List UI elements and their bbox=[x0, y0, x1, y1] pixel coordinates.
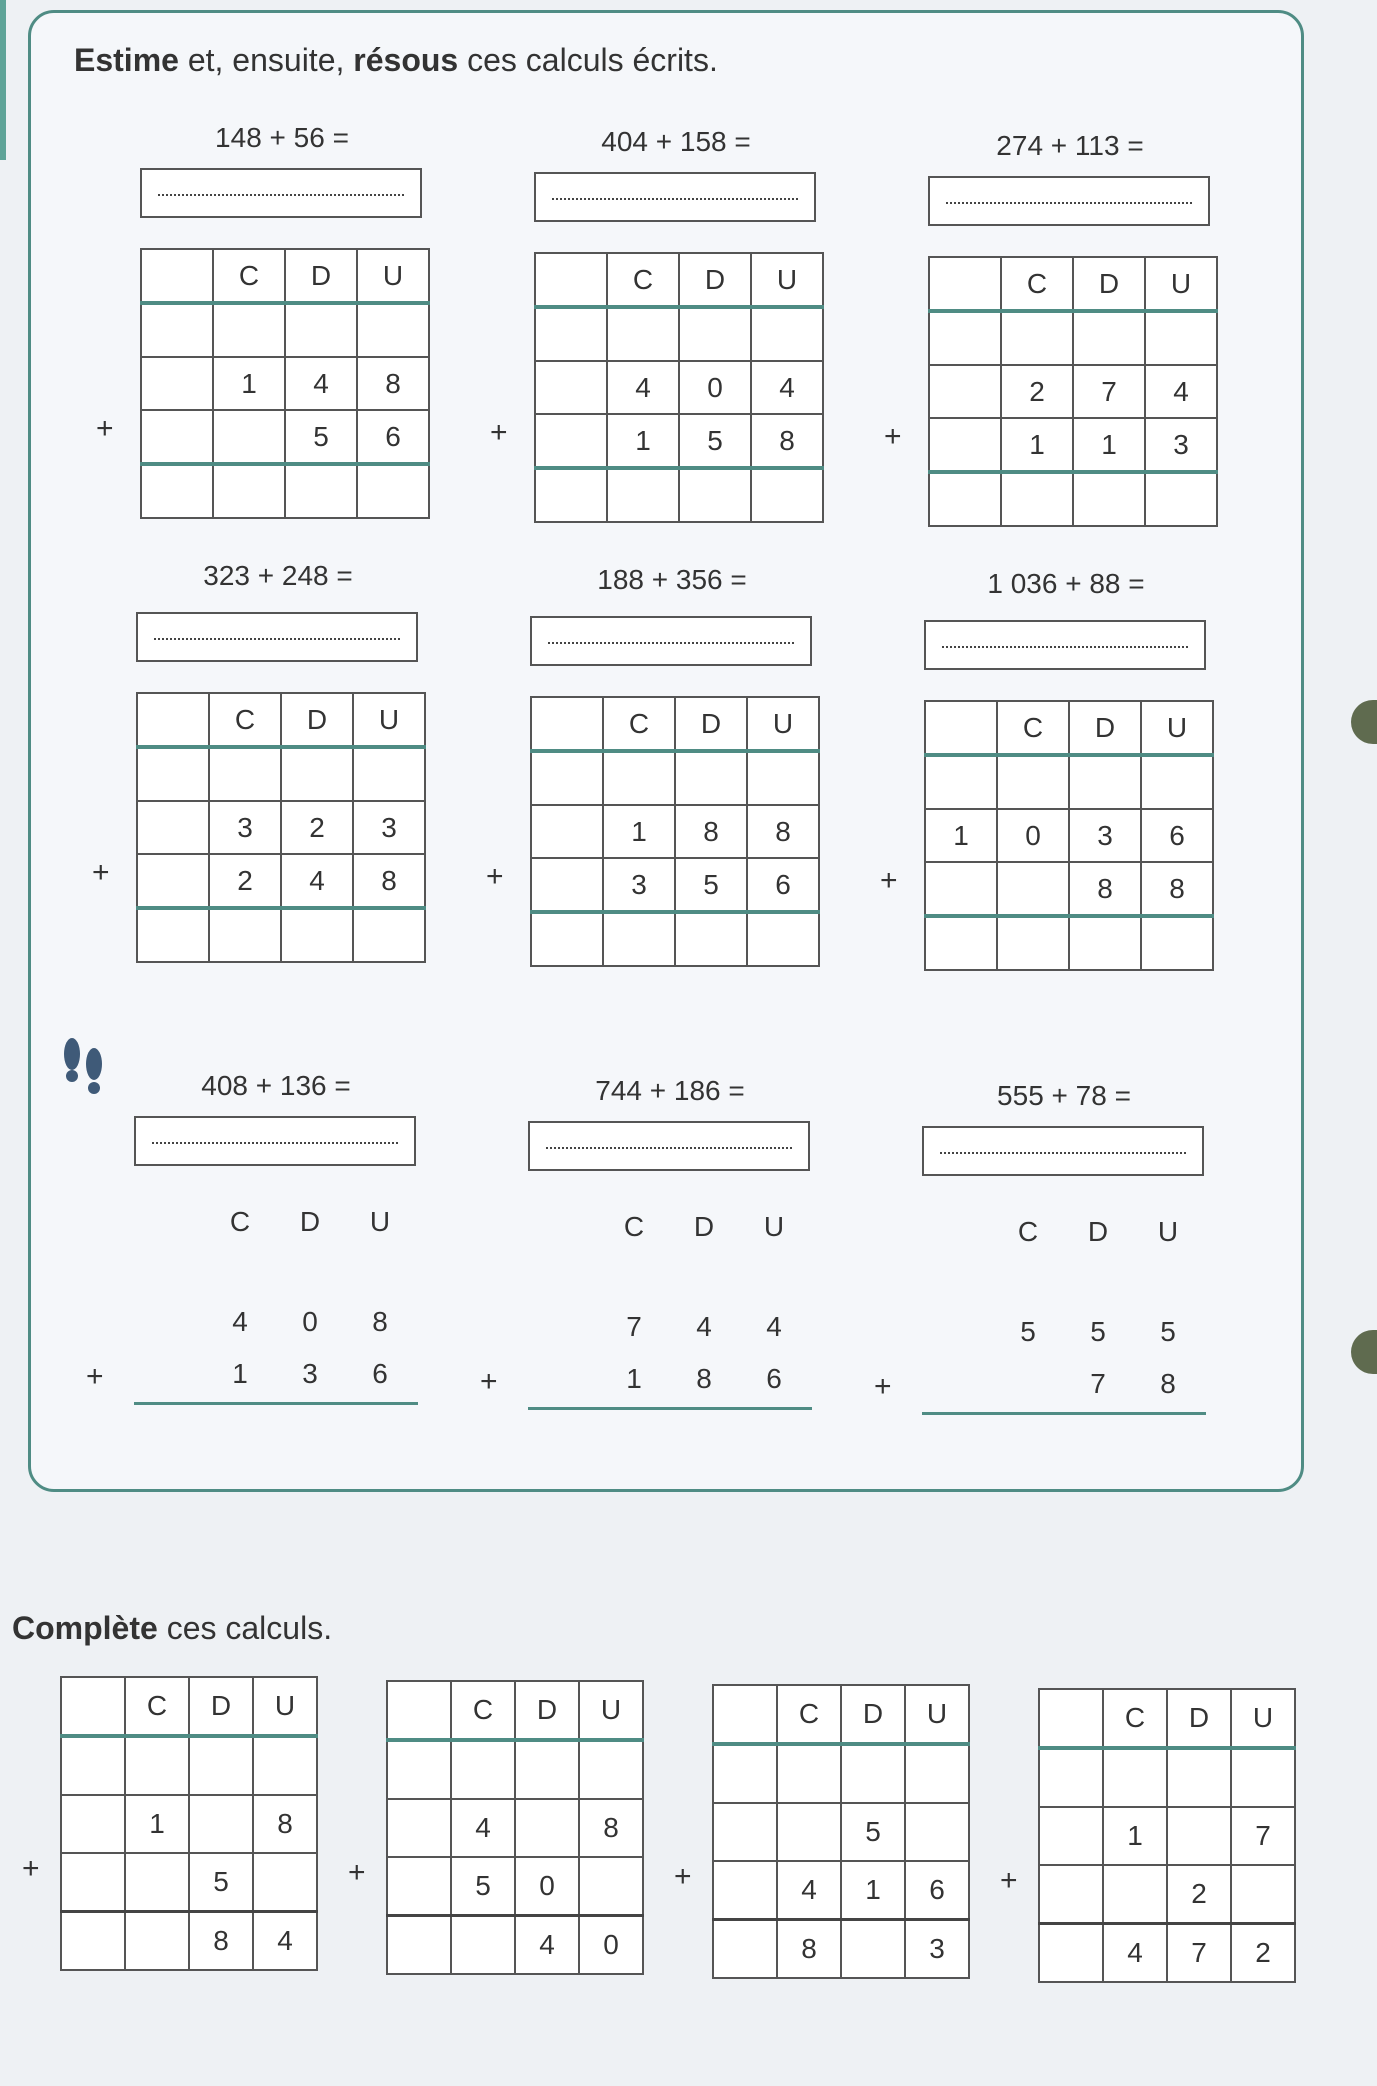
result-cell[interactable] bbox=[281, 908, 353, 962]
cdu-grid bbox=[60, 1676, 318, 1971]
estimate-answer-box[interactable] bbox=[136, 612, 418, 662]
answer-area[interactable] bbox=[922, 1416, 1206, 1456]
digit-row bbox=[528, 1363, 812, 1403]
column-header: U bbox=[747, 697, 819, 751]
digit-cell[interactable] bbox=[1145, 311, 1217, 365]
equation-label: 1 036 + 88 = bbox=[987, 568, 1145, 599]
column-header bbox=[535, 253, 607, 307]
cdu-grid bbox=[928, 256, 1218, 527]
digit-cell[interactable] bbox=[713, 1744, 777, 1803]
dotted-line bbox=[546, 1147, 792, 1149]
digit-cell[interactable] bbox=[353, 747, 425, 801]
result-cell[interactable]: 2 bbox=[1231, 1924, 1295, 1983]
digit-cell[interactable] bbox=[125, 1736, 189, 1795]
digit-cell: 8 bbox=[1069, 862, 1141, 916]
dotted-line bbox=[152, 1142, 398, 1144]
digit-cell[interactable] bbox=[387, 1740, 451, 1799]
column-header: D bbox=[189, 1677, 253, 1736]
digit-cell: 3 bbox=[209, 801, 281, 854]
digit-cell[interactable] bbox=[515, 1799, 579, 1857]
digit-cell: 3 bbox=[603, 858, 675, 912]
digit: 6 bbox=[766, 1363, 782, 1394]
plus-sign: + bbox=[874, 1370, 892, 1403]
result-cell[interactable] bbox=[209, 908, 281, 962]
result-cell[interactable] bbox=[713, 1920, 777, 1979]
digit: 8 bbox=[372, 1306, 388, 1337]
result-cell[interactable] bbox=[61, 1912, 125, 1971]
digit: 1 bbox=[232, 1358, 248, 1389]
column-header bbox=[713, 1685, 777, 1744]
column-header: U bbox=[369, 1206, 391, 1237]
digit-cell[interactable] bbox=[387, 1799, 451, 1857]
column-header: C bbox=[603, 697, 675, 751]
column-header: D bbox=[1087, 1216, 1109, 1247]
dotted-line bbox=[552, 198, 798, 200]
digit-row bbox=[922, 1316, 1206, 1356]
digit-cell[interactable] bbox=[61, 1795, 125, 1853]
column-header: D bbox=[679, 253, 751, 307]
digit-cell[interactable] bbox=[675, 751, 747, 805]
digit-cell[interactable] bbox=[929, 418, 1001, 472]
footprints-icon bbox=[58, 1036, 110, 1102]
answer-area[interactable] bbox=[528, 1411, 812, 1451]
digit-cell[interactable] bbox=[451, 1740, 515, 1799]
result-cell[interactable]: 4 bbox=[515, 1916, 579, 1975]
digit-cell[interactable] bbox=[579, 1857, 643, 1916]
result-cell[interactable] bbox=[841, 1920, 905, 1979]
equation-label: 323 + 248 = bbox=[203, 560, 353, 591]
column-header: C bbox=[623, 1211, 645, 1242]
digit-cell[interactable] bbox=[713, 1803, 777, 1861]
result-cell[interactable] bbox=[1001, 472, 1073, 526]
dotted-line bbox=[942, 646, 1188, 648]
digit-cell[interactable] bbox=[285, 303, 357, 357]
digit-cell[interactable] bbox=[925, 862, 997, 916]
column-header: C bbox=[607, 253, 679, 307]
digit-cell[interactable] bbox=[253, 1853, 317, 1912]
answer-area[interactable] bbox=[134, 1406, 418, 1446]
digit-cell[interactable] bbox=[925, 755, 997, 809]
digit: 8 bbox=[1160, 1368, 1176, 1399]
digit-cell: 4 bbox=[777, 1861, 841, 1920]
digit-cell: 0 bbox=[679, 361, 751, 414]
result-cell[interactable] bbox=[751, 468, 823, 522]
column-header: D bbox=[285, 249, 357, 303]
digit-cell: 6 bbox=[1141, 809, 1213, 862]
result-cell[interactable]: 0 bbox=[579, 1916, 643, 1975]
digit-cell[interactable] bbox=[531, 805, 603, 858]
digit-cell: 2 bbox=[209, 854, 281, 908]
column-header: U bbox=[253, 1677, 317, 1736]
digit-cell[interactable] bbox=[137, 747, 209, 801]
digit-cell: 1 bbox=[1103, 1807, 1167, 1865]
result-cell[interactable] bbox=[213, 464, 285, 518]
digit-cell[interactable] bbox=[607, 307, 679, 361]
digit-cell[interactable] bbox=[535, 361, 607, 414]
column-header: C bbox=[777, 1685, 841, 1744]
column-header: D bbox=[299, 1206, 321, 1237]
digit-cell[interactable] bbox=[1039, 1865, 1103, 1924]
result-cell[interactable] bbox=[1073, 472, 1145, 526]
digit-cell: 1 bbox=[1001, 418, 1073, 472]
column-header: U bbox=[353, 693, 425, 747]
digit: 1 bbox=[626, 1363, 642, 1394]
digit-cell: 6 bbox=[747, 858, 819, 912]
estimate-answer-box[interactable] bbox=[928, 176, 1210, 226]
cdu-grid bbox=[136, 692, 426, 963]
digit: 4 bbox=[696, 1311, 712, 1342]
result-cell[interactable] bbox=[1141, 916, 1213, 970]
estimate-answer-box[interactable] bbox=[528, 1121, 810, 1171]
plus-sign: + bbox=[884, 420, 902, 453]
digit-cell[interactable] bbox=[1103, 1748, 1167, 1807]
digit-cell: 4 bbox=[1145, 365, 1217, 418]
digit-cell: 8 bbox=[751, 414, 823, 468]
result-cell[interactable]: 4 bbox=[1103, 1924, 1167, 1983]
estimate-answer-box[interactable] bbox=[534, 172, 816, 222]
column-header: C bbox=[213, 249, 285, 303]
digit-cell: 2 bbox=[1167, 1865, 1231, 1924]
digit-cell[interactable] bbox=[1039, 1807, 1103, 1865]
sum-line bbox=[134, 1402, 418, 1405]
column-header bbox=[925, 701, 997, 755]
result-cell[interactable] bbox=[925, 916, 997, 970]
column-header: C bbox=[209, 693, 281, 747]
digit-cell[interactable] bbox=[929, 311, 1001, 365]
digit-cell[interactable] bbox=[213, 410, 285, 464]
result-cell[interactable]: 7 bbox=[1167, 1924, 1231, 1983]
digit-cell: 8 bbox=[747, 805, 819, 858]
column-header: U bbox=[905, 1685, 969, 1744]
plus-sign: + bbox=[480, 1365, 498, 1398]
digit-cell[interactable] bbox=[1141, 755, 1213, 809]
column-header: C bbox=[1103, 1689, 1167, 1748]
instruction-complete: Complète ces calculs. bbox=[12, 1610, 333, 1646]
digit-cell: 8 bbox=[579, 1799, 643, 1857]
digit-cell[interactable] bbox=[929, 365, 1001, 418]
column-header-row bbox=[922, 1216, 1206, 1256]
digit-cell[interactable] bbox=[387, 1857, 451, 1916]
digit-cell: 4 bbox=[285, 357, 357, 410]
plus-sign: + bbox=[86, 1360, 104, 1393]
column-header bbox=[929, 257, 1001, 311]
result-cell[interactable] bbox=[357, 464, 429, 518]
column-header: D bbox=[693, 1211, 715, 1242]
result-cell[interactable] bbox=[125, 1912, 189, 1971]
digit-cell: 8 bbox=[353, 854, 425, 908]
estimate-answer-box[interactable] bbox=[134, 1116, 416, 1166]
column-header: U bbox=[763, 1211, 785, 1242]
digit-cell[interactable] bbox=[603, 751, 675, 805]
column-header bbox=[61, 1677, 125, 1736]
digit-cell[interactable] bbox=[905, 1803, 969, 1861]
digit-cell[interactable] bbox=[1103, 1865, 1167, 1924]
digit-cell: 0 bbox=[515, 1857, 579, 1916]
instruction-estimate: Estime et, ensuite, résous ces calculs écrits. bbox=[74, 42, 718, 78]
result-cell[interactable] bbox=[387, 1916, 451, 1975]
page-edge-strip bbox=[0, 0, 6, 160]
column-header: U bbox=[357, 249, 429, 303]
dotted-line bbox=[946, 202, 1192, 204]
result-cell[interactable] bbox=[353, 908, 425, 962]
column-header: C bbox=[1001, 257, 1073, 311]
sum-line bbox=[922, 1412, 1206, 1415]
cdu-grid bbox=[924, 700, 1214, 971]
result-cell[interactable] bbox=[603, 912, 675, 966]
digit-cell: 8 bbox=[253, 1795, 317, 1853]
digit: 5 bbox=[1020, 1316, 1036, 1347]
column-header: U bbox=[1141, 701, 1213, 755]
digit-cell: 1 bbox=[925, 809, 997, 862]
digit-cell[interactable] bbox=[1001, 311, 1073, 365]
digit-cell: 7 bbox=[1231, 1807, 1295, 1865]
digit-cell: 1 bbox=[1073, 418, 1145, 472]
digit-cell: 8 bbox=[1141, 862, 1213, 916]
digit-cell[interactable] bbox=[905, 1744, 969, 1803]
digit: 6 bbox=[372, 1358, 388, 1389]
digit-cell: 4 bbox=[451, 1799, 515, 1857]
dotted-line bbox=[940, 1152, 1186, 1154]
estimate-answer-box[interactable] bbox=[140, 168, 422, 218]
result-cell[interactable]: 8 bbox=[189, 1912, 253, 1971]
digit: 5 bbox=[1160, 1316, 1176, 1347]
digit: 0 bbox=[302, 1306, 318, 1337]
plus-sign: + bbox=[486, 860, 504, 893]
digit-cell[interactable] bbox=[679, 307, 751, 361]
result-cell[interactable] bbox=[531, 912, 603, 966]
equation-label: 274 + 113 = bbox=[996, 130, 1144, 161]
equation-label: 408 + 136 = bbox=[201, 1070, 351, 1101]
cdu-grid bbox=[534, 252, 824, 523]
digit-cell[interactable] bbox=[1073, 311, 1145, 365]
cdu-grid bbox=[140, 248, 430, 519]
digit-cell[interactable] bbox=[137, 801, 209, 854]
digit: 7 bbox=[1090, 1368, 1106, 1399]
column-header: U bbox=[1145, 257, 1217, 311]
digit-row bbox=[922, 1368, 1206, 1408]
estimate-answer-box[interactable] bbox=[530, 616, 812, 666]
estimate-answer-box[interactable] bbox=[922, 1126, 1204, 1176]
column-header: D bbox=[841, 1685, 905, 1744]
dotted-line bbox=[548, 642, 794, 644]
result-cell[interactable] bbox=[1145, 472, 1217, 526]
digit-cell[interactable] bbox=[357, 303, 429, 357]
digit-cell: 7 bbox=[1073, 365, 1145, 418]
column-header: C bbox=[229, 1206, 251, 1237]
result-cell[interactable] bbox=[679, 468, 751, 522]
digit-cell: 1 bbox=[603, 805, 675, 858]
column-header: U bbox=[751, 253, 823, 307]
plus-sign: + bbox=[96, 412, 114, 445]
equation-label: 188 + 356 = bbox=[597, 564, 747, 595]
digit-cell: 5 bbox=[675, 858, 747, 912]
column-header: D bbox=[675, 697, 747, 751]
column-header bbox=[1039, 1689, 1103, 1748]
digit-cell[interactable] bbox=[281, 747, 353, 801]
digit-cell: 5 bbox=[451, 1857, 515, 1916]
digit-row bbox=[528, 1311, 812, 1351]
digit-cell: 4 bbox=[607, 361, 679, 414]
digit-cell[interactable] bbox=[1231, 1748, 1295, 1807]
column-header: D bbox=[281, 693, 353, 747]
digit-cell: 5 bbox=[189, 1853, 253, 1912]
digit-cell[interactable] bbox=[997, 862, 1069, 916]
result-cell[interactable] bbox=[675, 912, 747, 966]
plus-sign: + bbox=[490, 416, 508, 449]
digit-cell: 1 bbox=[125, 1795, 189, 1853]
column-header bbox=[141, 249, 213, 303]
column-header: C bbox=[1017, 1216, 1039, 1247]
digit-cell: 4 bbox=[751, 361, 823, 414]
digit: 3 bbox=[302, 1358, 318, 1389]
plus-sign: + bbox=[674, 1860, 692, 1893]
digit-cell: 5 bbox=[679, 414, 751, 468]
column-header bbox=[531, 697, 603, 751]
digit-row bbox=[134, 1306, 418, 1346]
equation-label: 555 + 78 = bbox=[997, 1080, 1131, 1111]
column-header: U bbox=[1157, 1216, 1179, 1247]
digit: 8 bbox=[696, 1363, 712, 1394]
digit-cell: 0 bbox=[997, 809, 1069, 862]
digit-cell: 5 bbox=[841, 1803, 905, 1861]
dotted-line bbox=[158, 194, 404, 196]
digit: 4 bbox=[232, 1306, 248, 1337]
plus-sign: + bbox=[1000, 1864, 1018, 1897]
column-header: D bbox=[515, 1681, 579, 1740]
digit-cell[interactable] bbox=[535, 307, 607, 361]
cdu-grid bbox=[386, 1680, 644, 1975]
column-header: U bbox=[1231, 1689, 1295, 1748]
binder-tab bbox=[1351, 700, 1377, 744]
digit-cell[interactable] bbox=[61, 1853, 125, 1912]
estimate-answer-box[interactable] bbox=[924, 620, 1206, 670]
result-cell[interactable] bbox=[141, 464, 213, 518]
result-cell[interactable] bbox=[1039, 1924, 1103, 1983]
column-header bbox=[137, 693, 209, 747]
equation-label: 148 + 56 = bbox=[215, 122, 349, 153]
digit-cell[interactable] bbox=[777, 1803, 841, 1861]
digit-cell[interactable] bbox=[189, 1736, 253, 1795]
digit-cell[interactable] bbox=[141, 357, 213, 410]
digit-cell[interactable] bbox=[713, 1861, 777, 1920]
digit-cell[interactable] bbox=[125, 1853, 189, 1912]
plus-sign: + bbox=[348, 1856, 366, 1889]
digit-cell[interactable] bbox=[141, 303, 213, 357]
digit-cell: 4 bbox=[281, 854, 353, 908]
digit-cell[interactable] bbox=[253, 1736, 317, 1795]
column-header bbox=[387, 1681, 451, 1740]
digit-cell[interactable] bbox=[209, 747, 281, 801]
digit-cell: 2 bbox=[281, 801, 353, 854]
digit-cell[interactable] bbox=[1231, 1865, 1295, 1924]
digit-cell: 6 bbox=[357, 410, 429, 464]
digit-cell[interactable] bbox=[141, 410, 213, 464]
result-cell[interactable] bbox=[929, 472, 1001, 526]
cdu-grid bbox=[1038, 1688, 1296, 1983]
digit-cell: 1 bbox=[841, 1861, 905, 1920]
digit-cell[interactable] bbox=[1167, 1748, 1231, 1807]
column-header-row bbox=[528, 1211, 812, 1251]
digit-cell[interactable] bbox=[777, 1744, 841, 1803]
result-cell[interactable] bbox=[137, 908, 209, 962]
digit: 7 bbox=[626, 1311, 642, 1342]
plus-sign: + bbox=[92, 856, 110, 889]
digit-cell: 3 bbox=[353, 801, 425, 854]
digit-cell: 3 bbox=[1145, 418, 1217, 472]
sum-line bbox=[528, 1407, 812, 1410]
digit-cell[interactable] bbox=[841, 1744, 905, 1803]
cdu-grid bbox=[530, 696, 820, 967]
digit-cell[interactable] bbox=[535, 414, 607, 468]
result-cell[interactable]: 3 bbox=[905, 1920, 969, 1979]
digit-cell[interactable] bbox=[751, 307, 823, 361]
column-header: C bbox=[125, 1677, 189, 1736]
result-cell[interactable] bbox=[607, 468, 679, 522]
binder-tab bbox=[1351, 1330, 1377, 1374]
digit: 4 bbox=[766, 1311, 782, 1342]
digit-cell[interactable] bbox=[579, 1740, 643, 1799]
digit-cell[interactable] bbox=[61, 1736, 125, 1795]
result-cell[interactable]: 4 bbox=[253, 1912, 317, 1971]
digit: 5 bbox=[1090, 1316, 1106, 1347]
digit-row bbox=[134, 1358, 418, 1398]
digit-cell[interactable] bbox=[747, 751, 819, 805]
digit-cell: 1 bbox=[213, 357, 285, 410]
digit-cell: 3 bbox=[1069, 809, 1141, 862]
equation-label: 744 + 186 = bbox=[595, 1075, 745, 1106]
result-cell[interactable]: 8 bbox=[777, 1920, 841, 1979]
digit-cell: 1 bbox=[607, 414, 679, 468]
result-cell[interactable] bbox=[451, 1916, 515, 1975]
column-header: D bbox=[1069, 701, 1141, 755]
column-header: C bbox=[451, 1681, 515, 1740]
digit-cell[interactable] bbox=[1069, 755, 1141, 809]
digit-cell: 6 bbox=[905, 1861, 969, 1920]
digit-cell[interactable] bbox=[189, 1795, 253, 1853]
plus-sign: + bbox=[880, 864, 898, 897]
digit-cell: 8 bbox=[357, 357, 429, 410]
result-cell[interactable] bbox=[997, 916, 1069, 970]
digit-cell[interactable] bbox=[997, 755, 1069, 809]
column-header: D bbox=[1073, 257, 1145, 311]
digit-cell[interactable] bbox=[1167, 1807, 1231, 1865]
result-cell[interactable] bbox=[285, 464, 357, 518]
column-header: C bbox=[997, 701, 1069, 755]
plus-sign: + bbox=[22, 1852, 40, 1885]
result-cell[interactable] bbox=[1069, 916, 1141, 970]
column-header: D bbox=[1167, 1689, 1231, 1748]
dotted-line bbox=[154, 638, 400, 640]
digit-cell[interactable] bbox=[137, 854, 209, 908]
digit-cell[interactable] bbox=[1039, 1748, 1103, 1807]
column-header-row bbox=[134, 1206, 418, 1246]
cdu-grid bbox=[712, 1684, 970, 1979]
digit-cell: 8 bbox=[675, 805, 747, 858]
digit-cell[interactable] bbox=[531, 858, 603, 912]
digit-cell[interactable] bbox=[213, 303, 285, 357]
result-cell[interactable] bbox=[747, 912, 819, 966]
digit-cell[interactable] bbox=[531, 751, 603, 805]
column-header: U bbox=[579, 1681, 643, 1740]
digit-cell[interactable] bbox=[515, 1740, 579, 1799]
digit-cell: 2 bbox=[1001, 365, 1073, 418]
result-cell[interactable] bbox=[535, 468, 607, 522]
equation-label: 404 + 158 = bbox=[601, 126, 751, 157]
digit-cell: 5 bbox=[285, 410, 357, 464]
